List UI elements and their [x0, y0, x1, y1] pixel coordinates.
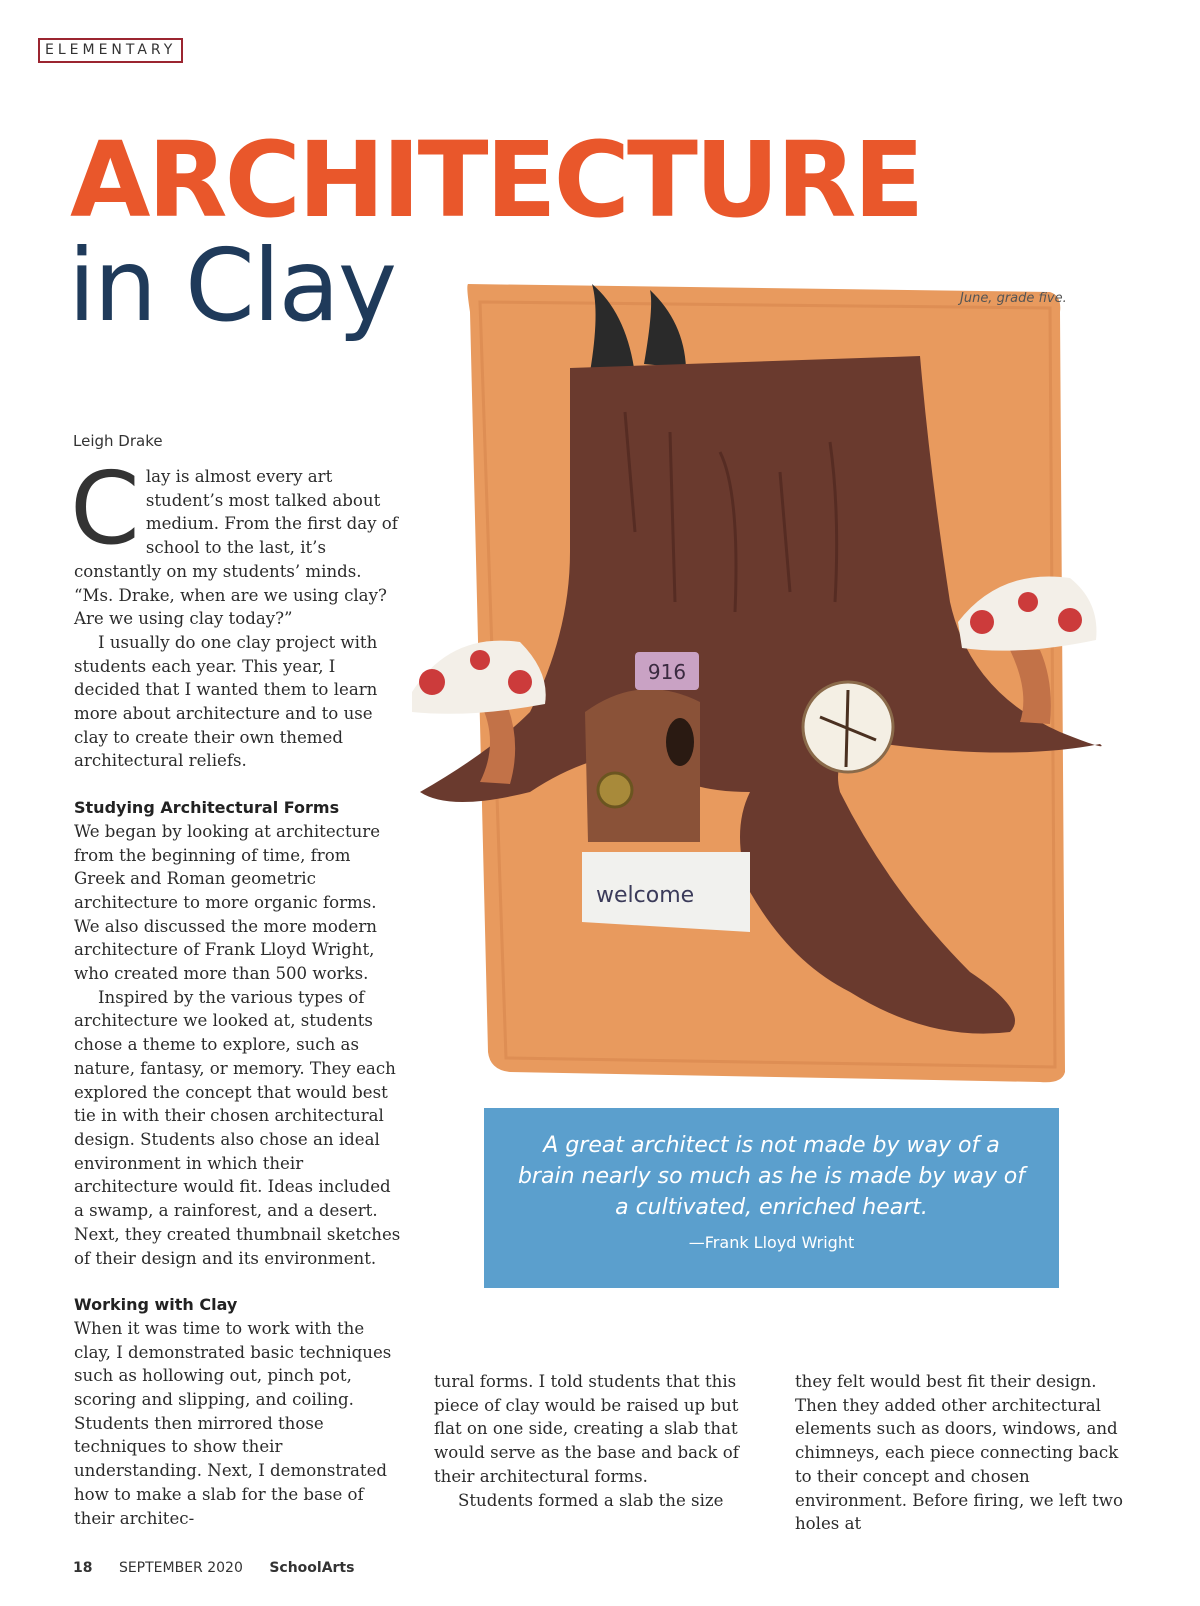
- clay-relief-photo: [410, 272, 1130, 1112]
- paragraph: We began by looking at architecture from the beginning of time, from Greek and Roman geometric architecture to more organic forms. We also discussed the more modern architecture of Frank Lloyd Wright, who created more than 500 works.: [74, 821, 381, 984]
- number-sign-text: 916: [647, 660, 687, 684]
- paragraph: lay is almost every art student’s most talked about medium. From the first day of school to the last, it’s constantly on my students’ minds. “Ms. Drake, when are we using clay? Are we using clay today?”: [74, 467, 398, 629]
- magazine-name: SchoolArts: [269, 1560, 355, 1576]
- pull-quote-attribution: —Frank Lloyd Wright: [688, 1233, 855, 1252]
- article-column-2: [434, 1370, 764, 1512]
- pull-quote: [484, 1108, 1059, 1288]
- article-title: ARCHITECTURE: [70, 119, 922, 241]
- tree-door: [585, 689, 700, 842]
- welcome-sign-text: welcome: [596, 883, 695, 908]
- paragraph: they felt would best fit their design. Then they added other architectural elements such as doors, windows, and chimneys, each piece connecting back to their concept and chosen environment. Before firing, we left two holes at: [795, 1372, 1123, 1534]
- paragraph: Inspired by the various types of architecture we looked at, students chose a theme to explore, such as nature, fantasy, or memory. They each explored the concept that would best tie in with their chosen architectural design. Students also chose an ideal environment in which their architecture would fit. Ideas included a swamp, a rainforest, and a desert. Next, they created thumbnail sketches of their design and its environment.: [74, 987, 401, 1268]
- issue-date: SEPTEMBER 2020: [118, 1560, 243, 1576]
- door-knob: [598, 773, 632, 807]
- author-byline: Leigh Drake: [73, 432, 163, 450]
- photo-caption: June, grade five.: [960, 291, 1067, 306]
- paragraph: Students formed a slab the size: [458, 1490, 724, 1510]
- paragraph: tural forms. I told students that this piece of clay would be raised up but flat on one side, creating a slab that would serve as the base and back of their architectural forms.: [434, 1372, 739, 1486]
- article-column-3: [795, 1370, 1135, 1536]
- drop-cap: C: [70, 450, 140, 567]
- page-footer: [73, 1560, 376, 1576]
- pull-quote-text: A great architect is not made by way of a brain nearly so much as he is made by way of a cultivated, enriched heart.: [517, 1133, 1026, 1220]
- section-heading: Working with Clay: [74, 1295, 238, 1315]
- section-tag: ELEMENTARY: [38, 38, 183, 63]
- paragraph: I usually do one clay project with students each year. This year, I decided that I wanted them to learn more about architecture and to use clay to create their own themed architectural reliefs.: [74, 632, 378, 771]
- article-column-1: [70, 450, 404, 1530]
- page-number: 18: [73, 1560, 93, 1576]
- section-heading: Studying Architectural Forms: [74, 798, 340, 818]
- paragraph: When it was time to work with the clay, I demonstrated basic techniques such as hollowing out, pinch pot, scoring and slipping, and coiling. Students then mirrored those techniques to show their understanding. Next, I demonstrated how to make a slab for the base of their architec-: [74, 1318, 392, 1528]
- article-subtitle: in Clay: [68, 227, 396, 344]
